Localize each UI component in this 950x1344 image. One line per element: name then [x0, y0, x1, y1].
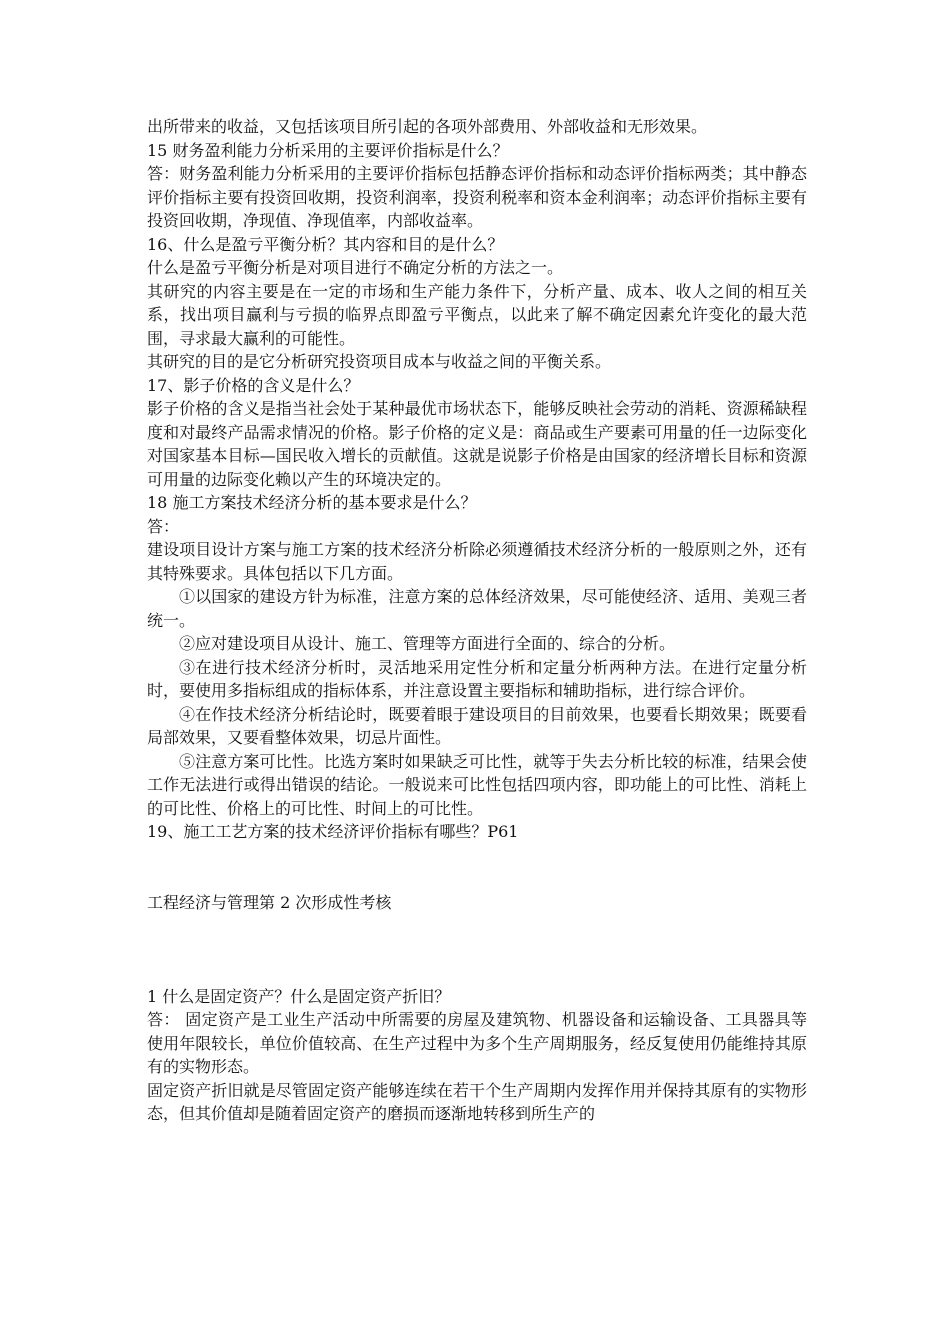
answer-1-fixed-assets: 答： 固定资产是工业生产活动中所需要的房屋及建筑物、机器设备和运输设备、工具器具等使用年限较长，单位价值较高、在生产过程中为多个生产周期服务，经反复使用仍能维持其原有的实物形态。: [147, 1010, 807, 1076]
paragraph-continuation: 出所带来的收益，又包括该项目所引起的各项外部费用、外部收益和无形效果。: [147, 117, 708, 136]
answer-18-item-5: ⑤注意方案可比性。比选方案时如果缺乏可比性，就等于失去分析比较的标准，结果会使工作无法进行或得出错误的结论。一般说来可比性包括四项内容，即功能上的可比性、消耗上的可比性、价格上的可比性、时间上的可比性。: [147, 751, 807, 818]
question-1: 1 什么是固定资产？什么是固定资产折旧？: [147, 986, 451, 1006]
question-19: 19、施工工艺方案的技术经济评价指标有哪些？P61: [147, 822, 519, 841]
answer-1-depreciation: 固定资产折旧就是尽管固定资产能够连续在若干个生产周期内发挥作用并保持其原有的实物形态，但其价值却是随着固定资产的磨损而逐渐地转移到所生产的: [147, 1080, 807, 1123]
answer-17: 影子价格的含义是指当社会处于某种最优市场状态下，能够反映社会劳动的消耗、资源稀缺程度和对最终产品需求情况的价格。影子价格的定义是：商品或生产要素可用量的任一边际变化对国家基本目标—国民收入增长的贡献值。这就是说影子价格是由国家的经济增长目标和资源可用量的边际变化赖以产生的环境决定的。: [147, 399, 807, 489]
document-page: [147, 115, 807, 1126]
answer-18-item-1: ①以国家的建设方针为标准，注意方案的总体经济效果，尽可能使经济、适用、美观三者统一。: [147, 587, 807, 630]
question-18: 18 施工方案技术经济分析的基本要求是什么？: [147, 493, 477, 512]
section-title: 工程经济与管理第 2 次形成性考核: [147, 892, 392, 912]
answer-16-definition: 什么是盈亏平衡分析是对项目进行不确定分析的方法之一。: [147, 258, 564, 277]
question-16: 16、什么是盈亏平衡分析？其内容和目的是什么？: [147, 234, 504, 254]
question-15: 15 财务盈利能力分析采用的主要评价指标是什么？: [147, 140, 509, 160]
answer-18-intro: 建设项目设计方案与施工方案的技术经济分析除必须遵循技术经济分析的一般原则之外，还有其特殊要求。具体包括以下几方面。: [147, 540, 807, 583]
answer-18-item-2: ②应对建设项目从设计、施工、管理等方面进行全面的、综合的分析。: [179, 634, 676, 653]
answer-15: 答：财务盈利能力分析采用的主要评价指标包括静态评价指标和动态评价指标两类；其中静态评价指标主要有投资回收期，投资利润率，投资利税率和资本金利润率；动态评价指标主要有投资回收期，净现值、净现值率，内部收益率。: [147, 164, 807, 230]
answer-18-label: 答：: [147, 516, 180, 536]
question-17: 17、影子价格的含义是什么？: [147, 375, 360, 395]
answer-18-item-4: ④在作技术经济分析结论时，既要着眼于建设项目的目前效果，也要看长期效果；既要看局部效果，又要看整体效果，切忌片面性。: [147, 704, 807, 747]
answer-16-content: 其研究的内容主要是在一定的市场和生产能力条件下，分析产量、成本、收人之间的相互关系，找出项目赢利与亏损的临界点即盈亏平衡点，以此来了解不确定因素允许变化的最大范围，寻求最大赢利的可能性。: [147, 281, 807, 348]
answer-18-item-3: ③在进行技术经济分析时，灵活地采用定性分析和定量分析两种方法。在进行定量分析时，要使用多指标组成的指标体系，并注意设置主要指标和辅助指标，进行综合评价。: [147, 657, 807, 700]
answer-16-purpose: 其研究的目的是它分析研究投资项目成本与收益之间的平衡关系。: [147, 352, 612, 371]
